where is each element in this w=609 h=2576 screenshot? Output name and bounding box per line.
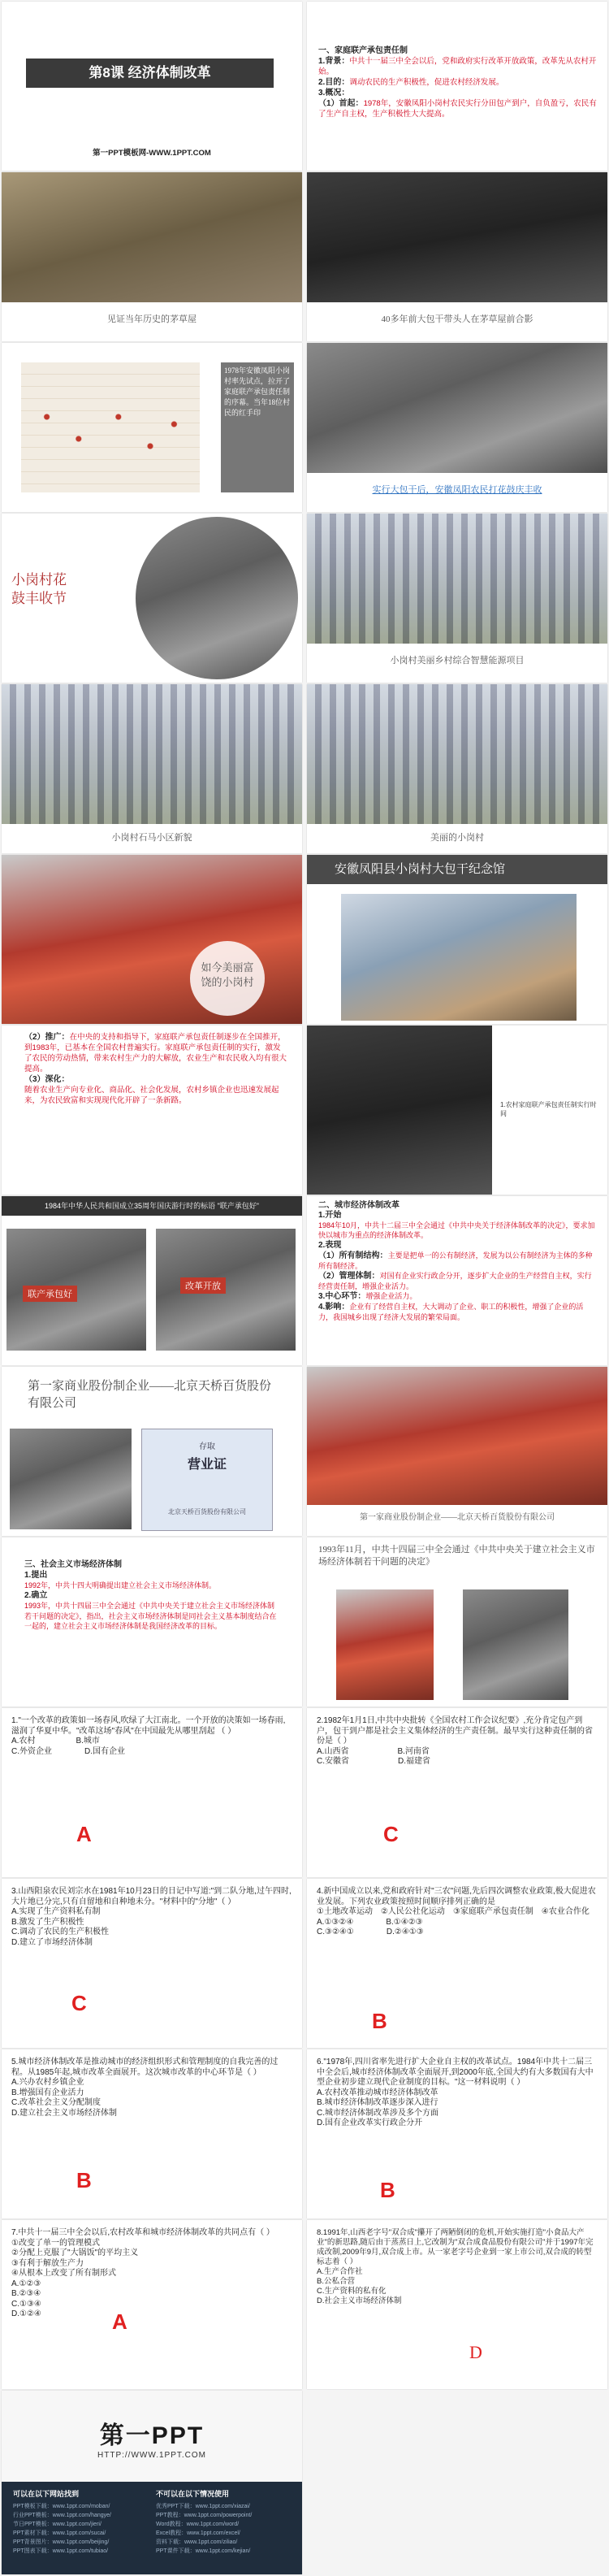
slide-question-5 — [2, 2049, 302, 2218]
q4-opt-3: ③家庭联产承包责任制 — [452, 1907, 533, 1916]
s16-start-text: 1984年10月，中共十二届三中全会通过《中共中央关于经济体制改革的决定》，要求加快以城市为重点的经济体制改革。 — [318, 1221, 595, 1239]
q5-text: 5.城市经济体制改革是推动城市的经济组织形式和管理制度的自我完善的过程。从1985年起,城市改革全面展开。这次城市改革的中心环节是（ ） — [11, 2058, 279, 2077]
slide-tianqiao-cert — [2, 1367, 302, 1536]
group-photo — [307, 172, 607, 302]
s2-goal-text: 调动农民的生产积极性，促进农村经济发展。 — [349, 78, 504, 87]
q4-opt-c: C.③②④① — [317, 1928, 354, 1936]
q8-block — [317, 2228, 598, 2306]
footer-url: HTTP://WWW.1PPT.COM — [97, 2451, 206, 2460]
business-certificate — [141, 1429, 273, 1531]
s20-text: 1993年11月，中共十四届三中全会通过《中共中央关于建立社会主义市场经济体制若干问题的决定》 — [318, 1545, 595, 1567]
s16-center-text: 增强企业活力。 — [365, 1292, 417, 1300]
q5-block — [11, 2058, 292, 2118]
q8-opt-b: B.公私合营 — [317, 2277, 355, 2286]
slide-red-handprints — [2, 343, 302, 512]
site-label: 第一PPT模板网-WWW.1PPT.COM — [93, 149, 211, 158]
slide-question-8 — [307, 2220, 607, 2389]
s13-spread-text: 在中央的支持和指导下，家庭联产承包责任制逐步在全国推开，到1983年，已基本在全国农村普遍实行。家庭联产承包责任制的实行，激发了农民的劳动热情，带来农村生产力的大解放，农业生产和农民收入均有很大提高。 — [24, 1033, 287, 1073]
store-photo — [10, 1429, 132, 1529]
slide-footer — [2, 2391, 302, 2574]
slide-beautiful-village — [307, 684, 607, 853]
footer-info-panel — [2, 2482, 302, 2574]
lesson-title: 第8课 经济体制改革 — [89, 65, 211, 80]
s19-p1-label: 1.提出 — [24, 1570, 48, 1580]
s11-circle-text: 如今美丽富饶的小岗村 — [201, 961, 254, 988]
q4-opt-a: A.①③②④ — [317, 1917, 354, 1927]
slide-parade — [2, 1196, 302, 1365]
s18-caption: 第一家商业股份制企业——北京天桥百货股份有限公司 — [360, 1513, 555, 1522]
tianqiao-store-photo — [307, 1367, 607, 1505]
slide-plenum-1993 — [307, 1537, 607, 1706]
s13-content — [24, 1032, 287, 1106]
q6-text: 6."1978年,四川省率先进行扩大企业自主权的改革试点。1984年中共十二届三中全会后,城市经济体制改革全面展开,到2000年底,全国大约有大多数国有大中型企业初步建立现代企业制度的目标。"这一材料说明（ ） — [317, 2058, 594, 2087]
q4-opt-4: ④农业合作化 — [541, 1907, 590, 1916]
q4-opt-1: ①土地改革运动 — [317, 1907, 373, 1916]
slide-household-contract — [307, 2, 607, 171]
q2-opt-d: D.福建省 — [398, 1757, 430, 1766]
s16-center-label: 3.中心环节： — [318, 1292, 366, 1301]
flower-drum-photo — [307, 343, 607, 473]
parade-photo-1 — [6, 1229, 146, 1351]
slide-market-economy — [2, 1537, 302, 1706]
q1-opt-c: C.外资企业 — [11, 1746, 52, 1756]
s12-banner: 安徽凤阳县小岗村大包干纪念馆 — [335, 863, 506, 876]
s3-caption: 见证当年历史的茅草屋 — [107, 314, 197, 324]
q7-text: 7.中共十一届三中全会以后,农村改革和城市经济体制改革的共同点有（ ） — [11, 2228, 274, 2237]
plenum-photo-2 — [463, 1589, 568, 1700]
footer-logo: 第一PPT — [99, 2422, 205, 2449]
title-bar — [26, 59, 274, 88]
s2-bg-label: 1.背景： — [318, 57, 350, 66]
footer-right-title: 不可以在以下情况使用 — [156, 2490, 230, 2498]
s19-p1-text: 1992年，中共十四大明确提出建立社会主义市场经济体制。 — [24, 1581, 217, 1589]
q3-answer: C — [71, 1991, 87, 2015]
s10-caption: 美丽的小岗村 — [430, 833, 484, 843]
slide-spread-deepen — [2, 1026, 302, 1195]
s16-mgmt-text: 对国有企业实行政企分开，逐步扩大企业的生产经营自主权，实行经营责任制，增强企业活力。 — [318, 1272, 592, 1290]
s13-spread-label: （2）推广： — [24, 1033, 70, 1042]
q6-opt-d: D.国有企业改革实行政企分开 — [317, 2118, 422, 2127]
village-photo — [307, 684, 607, 824]
s16-rep-label: 2.表现 — [318, 1241, 342, 1250]
q6-opt-a: A.农村改革推动城市经济体制改革 — [317, 2088, 438, 2097]
q8-answer: D — [469, 2342, 482, 2362]
handprints — [31, 395, 190, 468]
q4-block — [317, 1887, 598, 1938]
s2-bg-text: 中共十一届三中全会以后，党和政府实行改革开放政策，改革先从农村开始。 — [318, 57, 597, 76]
q2-answer: C — [383, 1822, 399, 1846]
q2-text: 2.1982年1月1日,中共中央批转《全国农村工作会议纪要》,充分肯定包产到户，包干到户都是社会主义集体经济的生产责任制。最早实行这种责任制的省份是（ ） — [317, 1716, 593, 1746]
q8-opt-c: C.生产资料的私有化 — [317, 2287, 387, 2296]
q1-opt-a: A.农村 — [11, 1737, 36, 1746]
q7-block — [11, 2228, 292, 2320]
s13-deepen-label: （3）深化： — [24, 1075, 70, 1084]
parade-sign-2: 改革开放 — [180, 1277, 226, 1294]
slide-question-6 — [307, 2049, 607, 2218]
footer-left-item: PPT素材下载：www.1ppt.com/sucai/ — [13, 2530, 106, 2536]
footer-left-item: 节日PPT模板：www.1ppt.com/jieri/ — [13, 2522, 102, 2527]
q4-answer: B — [372, 2009, 387, 2033]
circle-label — [190, 941, 265, 1016]
q1-block — [11, 1716, 292, 1757]
slide-question-1 — [2, 1708, 302, 1877]
memorial-hall-photo — [341, 894, 577, 1021]
s7-title: 小岗村花鼓丰收节 — [11, 572, 67, 606]
footer-right-item: 优秀PPT下载：www.1ppt.com/xiazai/ — [156, 2504, 250, 2509]
s9-caption: 小岗村石马小区新貌 — [111, 833, 192, 843]
s16-effect-label: 4.影响： — [318, 1303, 350, 1312]
q6-answer: B — [380, 2178, 395, 2202]
q7-opt-c: C.①③④ — [11, 2299, 41, 2309]
s19-p2-label: 2.确立 — [24, 1590, 48, 1600]
q7-opt-b: B.②③④ — [11, 2289, 41, 2298]
parade-sign-1: 联产承包好 — [23, 1286, 77, 1302]
q5-opt-d: D.建立社会主义市场经济体制 — [11, 2108, 117, 2118]
energy-project-photo — [307, 514, 607, 644]
q7-opt-3: ③有利于解放生产力 — [11, 2258, 84, 2268]
q2-opt-c: C.安徽省 — [317, 1757, 349, 1766]
banner-bar — [307, 855, 607, 884]
s2-goal-label: 2.目的： — [318, 78, 350, 87]
slide-memorial-hall — [307, 855, 607, 1024]
plenum-photo-1 — [336, 1589, 434, 1700]
slide-energy-project — [307, 514, 607, 683]
s16-own-label: （1）所有制结构： — [318, 1251, 388, 1260]
q3-opt-c: C.调动了农民的生产积极性 — [11, 1928, 109, 1936]
parade-photo-2 — [156, 1229, 296, 1351]
q5-answer: B — [76, 2168, 92, 2192]
slide-title — [2, 2, 302, 171]
s16-effect-text: 企业有了经营自主权，大大调动了企业、职工的积极性，增强了企业的活力，我国城乡出现了经济大发展的繁荣局面。 — [318, 1303, 584, 1321]
slide-tianqiao-store — [307, 1367, 607, 1536]
q2-opt-a: A.山西省 — [317, 1746, 349, 1756]
shima-district-photo — [2, 684, 302, 824]
slide-rich-village — [2, 855, 302, 1024]
s19-content — [24, 1560, 279, 1632]
footer-right-item: 资料下载：www.1ppt.com/ziliao/ — [156, 2539, 238, 2545]
footer-left-item: PPT图表下载：www.1ppt.com/tubiao/ — [13, 2548, 109, 2554]
cert-sub: 北京天桥百货股份有限公司 — [168, 1508, 246, 1516]
q5-opt-c: C.改革社会主义分配制度 — [11, 2098, 101, 2107]
footer-right-item: Word教程：www.1ppt.com/word/ — [156, 2522, 240, 2527]
q4-text: 4.新中国成立以来,党和政府针对"三农"问题,先后四次调整农业政策,极大促进农业发展。下列农业政策按照时间顺序排列正确的是 — [317, 1887, 596, 1906]
slide-drum-festival — [2, 514, 302, 683]
q4-opt-b: B.①④②③ — [386, 1917, 423, 1927]
s16-start-label: 1.开始 — [318, 1211, 342, 1220]
q7-opt-4: ④从根本上改变了所有制形式 — [11, 2269, 116, 2278]
s2-content — [318, 46, 599, 119]
s16-own-text: 主要是把单一的公有制经济，发展为以公有制经济为主体的多种所有制经济。 — [318, 1251, 593, 1270]
q1-answer: A — [76, 1822, 92, 1846]
footer-right-item: Excel教程：www.1ppt.com/excel/ — [156, 2530, 240, 2536]
slide-flower-drum — [307, 343, 607, 512]
s5-side-text: 1978年安徽凤阳小岗村率先试点，拉开了家庭联产承包责任制的序幕。当年18位村民的红手印 — [224, 366, 291, 417]
q1-text: 1."一个改革的政策如一场春风,吹绿了大江南北。一个开放的决策如一场春雨,滋润了华夏中华。"改革这场"春风"在中国最先从哪里刮起 （ ） — [11, 1716, 286, 1736]
side-text-panel — [221, 362, 294, 492]
q2-block — [317, 1716, 598, 1767]
s13-deepen-text: 随着农业生产向专业化、商品化、社会化发展，农村乡镇企业也迅速发展起来，为农民致富和实现现代化开辟了一条新路。 — [24, 1086, 279, 1105]
q5-opt-a: A.兴办农村乡镇企业 — [11, 2078, 84, 2087]
footer-left-col — [13, 2488, 147, 2556]
s19-heading: 三、社会主义市场经济体制 — [24, 1560, 122, 1569]
slide-shima-district — [2, 684, 302, 853]
q6-opt-c: C.城市经济体制改革涉及多个方面 — [317, 2108, 438, 2118]
q7-opt-1: ①改变了单一的管理模式 — [11, 2238, 100, 2248]
q7-answer: A — [112, 2309, 127, 2334]
s2-begin-label: （1）首起： — [318, 99, 364, 108]
q6-block — [317, 2058, 598, 2129]
footer-right-item: PPT教程：www.1ppt.com/powerpoint/ — [156, 2513, 253, 2518]
parade-banner-bar — [2, 1196, 302, 1216]
q8-opt-a: A.生产合作社 — [317, 2267, 363, 2276]
q3-opt-b: B.激发了生产积极性 — [11, 1917, 84, 1927]
s17-title: 第一家商业股份制企业——北京天桥百货股份有限公司 — [28, 1380, 272, 1410]
slide-meeting — [307, 1026, 607, 1195]
q5-opt-b: B.增强国有企业活力 — [11, 2088, 84, 2097]
s16-content — [318, 1201, 596, 1322]
q4-opt-d: D.②④①③ — [386, 1928, 424, 1936]
thatched-house-photo — [2, 172, 302, 302]
slide-urban-reform — [307, 1196, 607, 1365]
s2-heading: 一、家庭联产承包责任制 — [318, 46, 408, 55]
q3-block — [11, 1887, 292, 1948]
q6-opt-b: B.城市经济体制改革逐步深入进行 — [317, 2098, 438, 2107]
slide-thatched-house — [2, 172, 302, 341]
footer-right-col — [156, 2488, 294, 2556]
q1-opt-b: B.城市 — [76, 1737, 100, 1746]
s16-heading: 二、城市经济体制改革 — [318, 1201, 400, 1210]
q2-opt-b: B.河南省 — [397, 1746, 430, 1756]
meeting-photo — [307, 1026, 492, 1195]
slide-question-7 — [2, 2220, 302, 2389]
footer-logo-area — [2, 2391, 302, 2482]
s16-mgmt-label: （2）管理体制： — [318, 1272, 380, 1281]
q1-opt-d: D.国有企业 — [84, 1746, 125, 1756]
slide-question-2 — [307, 1708, 607, 1877]
s2-status-label: 3.概况： — [318, 89, 350, 98]
footer-left-item: PPT背景图片：www.1ppt.com/beijing/ — [13, 2539, 110, 2545]
q3-opt-a: A.实现了生产资料私有制 — [11, 1907, 101, 1916]
slide-question-4 — [307, 1879, 607, 2048]
s4-caption: 40多年前大包干带头人在茅草屋前合影 — [381, 314, 533, 324]
s2-begin-text: 1978年，安徽凤阳小岗村农民实行分田包产到户，自负盈亏，农民有了生产自主权，生产积极性大大提高。 — [318, 99, 597, 119]
cert-top: 存取 — [199, 1442, 215, 1451]
s14-note: 1.农村家庭联产承包责任制实行时间 — [500, 1101, 597, 1117]
footer-left-title: 可以在以下网站找到 — [13, 2490, 80, 2498]
cert-main: 营业证 — [187, 1458, 227, 1472]
q3-opt-d: D.建立了市场经济体制 — [11, 1937, 93, 1947]
q8-opt-d: D.社会主义市场经济体制 — [317, 2296, 402, 2305]
q3-text: 3.山西阳泉农民刘宗水在1981年10月23日的日记中写道:"到二队分地,过午四时,大片地已分完,只有自留地和自种地未分。"材料中的"分地"（ ） — [11, 1887, 292, 1906]
s6-caption: 实行大包干后，安徽凤阳农民打花鼓庆丰收 — [372, 485, 542, 495]
q7-opt-a: A.①②③ — [11, 2279, 41, 2288]
q8-text: 8.1991年,山西老字号"双合成"攥开了两陋倒闭的危机,开始实施打造"小食品大产业"的新思路,随后由于蒸蒸日上,它改制为"双合成食品股份有限公司"并于1997年完成改制,2009年9月,双合成上市。从一家老字号企业到一家上市公司,双合成的转型标志着（ ） — [317, 2228, 594, 2266]
slide-group-photo — [307, 172, 607, 341]
s15-banner: 1984年中华人民共和国成立35周年国庆游行时的标语 "联产承包好" — [45, 1202, 259, 1210]
slide-question-3 — [2, 1879, 302, 2048]
drum-festival-photo — [136, 517, 298, 679]
q4-opt-2: ②人民公社化运动 — [380, 1907, 445, 1916]
s8-caption: 小岗村美丽乡村综合智慧能源项目 — [390, 656, 525, 666]
footer-right-item: PPT课件下载：www.1ppt.com/kejian/ — [156, 2548, 251, 2554]
handprint-document — [21, 362, 200, 492]
q7-opt-2: ②分配上克服了"大锅饭"的平均主义 — [11, 2249, 139, 2257]
footer-left-item: PPT模板下载：www.1ppt.com/moban/ — [13, 2504, 110, 2509]
q7-opt-d: D.①②④ — [11, 2309, 41, 2318]
footer-left-item: 行业PPT模板：www.1ppt.com/hangye/ — [13, 2513, 111, 2518]
s19-p2-text: 1993年，中共十四届三中全会通过《中共中央关于建立社会主义市场经济体制若干问题的决定》，指出，社会主义市场经济体制是同社会主义基本制度结合在一起的，建立社会主义市场经济体制是我国经济改革的目标。 — [24, 1602, 277, 1630]
